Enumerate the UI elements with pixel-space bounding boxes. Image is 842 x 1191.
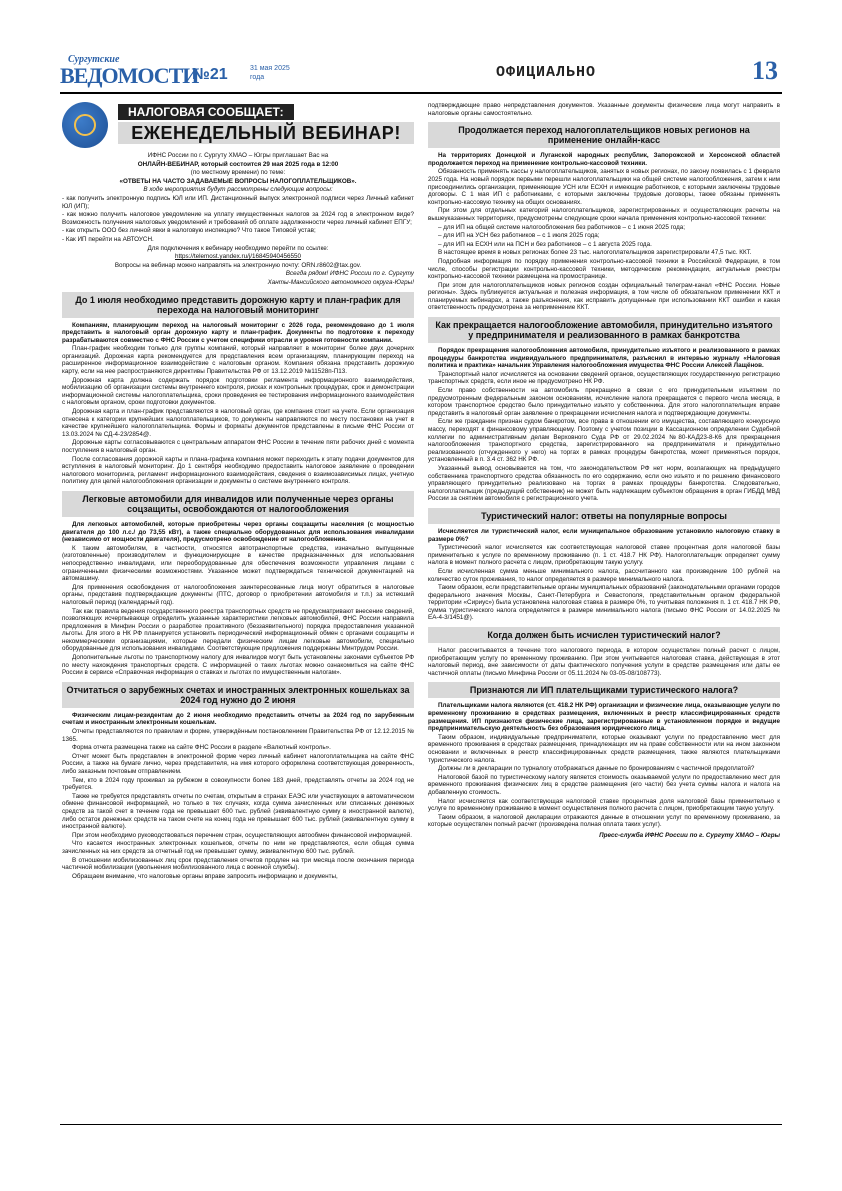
article-paragraph: Таким образом, в налоговой декларации отражаются данные в отношении услуг по временному проживанию, за которые осуществлен полный расчет (произведена полная оплата таких услуг).: [428, 813, 780, 829]
article-paragraph: План-график необходим только для группы компаний, который направляет в мониторинг более двух дочерних организаций. Дорожная карта рекомендуется для представления всем организациям, планирующим переход на расширенное информационное взаимодействие с налоговым органом. Компания обязана представить дорожную карту, если на нее распространяются директивы Правительства РФ от 13.12.2019 №11528п-П13.: [62, 345, 414, 376]
press-signature: Пресс-служба ИФНС России по г. Сургуту ХМАО – Югры: [599, 831, 780, 839]
article-paragraph: Налог исчисляется как соответствующая налоговой ставке процентная доля налоговой базы применительно к услуге по временному проживанию в момент осуществления полного расчета с лицом, приобретающим такую услугу.: [428, 797, 780, 813]
article-heading: Отчитаться о зарубежных счетах и иностранных электронных кошельках за 2024 год нужно до 2 июня: [62, 682, 414, 708]
webinar-question: - как можно получить налоговое уведомление на уплату имущественных налогов за 2024 год в электронном виде? Возможность получения налоговых уведомлений и требований об оплате задолженности через личный кабинет ЕПГУ;: [62, 211, 414, 226]
webinar-question: - как получить электронную подпись ЮЛ или ИП. Дистанционный выпуск электронной подписи через Личный кабинет ЮЛ (ИП);: [62, 194, 414, 210]
right-articles: [428, 122, 780, 829]
article-paragraph: Таким образом, если представительные органы муниципальных образований (законодательными органами городов федерального значения Москвы, Санкт-Петербурга и Севастополя, представительным органом федеральной территории «Сириус») была установлена налоговая ставка в размере 0%, то учитывая положения п. 1 ст. 418.7 НК РФ, сумма туристического налога определяется в размере минимального налога (письмо ФНС России от 14.02.2025 № ЕА-4-3/1451@).: [428, 584, 780, 622]
article-paragraph: Дополнительные льготы по транспортному налогу для инвалидов могут быть установлены законами субъектов РФ по месту нахождения транспортных средств. С информацией о таких льготах можно ознакомиться на сайте ФНС России в сервисе «Справочная информация о ставках и льготах по имущественным налогам».: [62, 654, 414, 677]
article-paragraph: – для ИП на ЕСХН или на ПСН и без работников – с 1 августа 2025 года.: [438, 240, 652, 248]
article-lead: Плательщиками налога являются (ст. 418.2 НК РФ) организации и физические лица, оказывающие услуги по временному проживанию в средствах размещения, включенных в реестр классифицированных средств размещения. ИП признаются физические лица, зарегистрированные в установленном порядке и ведущие предпринимательскую деятельность без образования юридического лица.: [428, 702, 780, 733]
article-paragraph: Указанный вывод основывается на том, что законодательством РФ нет норм, возлагающих на предыдущего собственника транспортного средства обязанность по его содержанию, если оно изъято и по решению финансового управляющего принудительно реализовано на торгах в рамках процедуры банкротства. Следовательно, налогоплательщик (предыдущий собственник) не может быть надлежащим субъектом обращения в орган ГИБДД МВД России за снятием автомобиля с регистрационного учета.: [428, 464, 780, 503]
article-paragraph: Обязанность применять кассы у налогоплательщиков, занятых в новых регионах, по закону появилась с 1 февраля 2025 года. На новый порядок первыми перешли налогоплательщики на общей системе налогообложения, затем к ним присоединились организации, применяющие УСН или ЕСХН и имеющие работников, с которыми заключены трудовые договоры. С 1 мая ИП с работниками, с которыми заключены трудовые договоры, также обязаны применять контрольно-кассовую технику на общих основаниях.: [428, 168, 780, 206]
fns-emblem-icon: [62, 102, 108, 148]
article: [62, 682, 414, 880]
article-paragraph: При этом для налогоплательщиков новых регионов создан официальный телеграм-канал «ФНС России. Новые регионы». Здесь публикуется актуальная и полезная информация, в том числе об обязательном применении ККТ и планируемых вебинарах, а также разъяснения, как исправить допущенные при использовании ККТ ошибки и какая ответственность предусмотрена за неприменение ККТ.: [428, 281, 780, 312]
article-paragraph: Если право собственности на автомобиль прекращено в связи с его принудительным изъятием по предусмотренным федеральным законом основаниям, исчисление налога прекращается с первого числа месяца, в котором транспортное средство было принудительно изъято у собственника. Для этого налогоплательщик вправе представить в налоговый орган заявление о прекращении исчисления налога и подтверждающие документы.: [428, 387, 780, 417]
webinar-question: - как открыть ООО без личной явки в налоговую инспекцию? Что такое Типовой устав;: [62, 227, 316, 235]
article: [428, 317, 780, 503]
article-paragraph: Если исчисленная сумма меньше минимального налога, рассчитанного как произведение 100 рублей на количество суток проживания, то налог определяется в размере минимального налога.: [428, 567, 780, 583]
article: [428, 627, 780, 677]
page-number: 13: [752, 56, 778, 85]
webinar-announcement: [62, 152, 414, 287]
section-title: ОФИЦИАЛЬНО: [496, 64, 597, 81]
article-paragraph: Туристический налог исчисляется как соответствующая налоговой ставке процентная доля налоговой базы применительно к услуге по временному проживанию (п. 1 ст. 418.7 НК РФ). Налогоплательщик определяет сумму налога в момент полного расчета с лицом, приобретающим такую услугу.: [428, 544, 780, 567]
article-paragraph: – для ИП на общей системе налогообложения без работников – с 1 июня 2025 года;: [438, 223, 686, 231]
article-paragraph: Форма отчета размещена также на сайте ФНС России в разделе «Валютный контроль».: [72, 744, 331, 752]
article-paragraph: Так как правила ведения государственного реестра транспортных средств не предусматривают внесение сведений, позволяющих исчерпывающе определить указанные характеристики легковых автомобилей, ФНС России направила предложения в Минфин России о разработке проактивного (беззаявительного) порядка предоставления указанной льготы. Для этого в НК РФ планируется установить периодический информационный обмен с органами соцзащиты и некоммерческими организациями, которые передали физическим лицам легковые автомобили, специально оборудованные для использования инвалидами. Соответствующие предложения поддержаны Минтрудом России.: [62, 607, 414, 653]
webinar-line: В ходе мероприятия будут рассмотрены следующие вопросы:: [143, 186, 333, 194]
article-paragraph: Налог рассчитывается в течение того налогового периода, в котором осуществлен полный расчет с лицом, приобретающим услугу по временному проживанию. При этом учитывается налоговая ставка, действующая в этот налоговый период, вне зависимости от даты фактического получения услуги в средстве размещения или даты ее частичной оплаты (письмо Минфина России от 05.11.2024 № 03-05-08/108773).: [428, 647, 780, 677]
article-paragraph: Подробная информация по порядку применения контрольно-кассовой техники в Российской Федерации, в том числе, способы регистрации контрольно-кассовой техники, методические рекомендации, актуальные реестры контрольно-кассовой техники размещена на промостранице.: [428, 257, 780, 281]
article-paragraph: Отчеты представляются по правилам и форме, утверждённым постановлением Правительства РФ от 12.12.2015 № 1365.: [62, 728, 414, 743]
banner-tag: НАЛОГОВАЯ СООБЩАЕТ:: [118, 104, 294, 120]
article-lead: На территориях Донецкой и Луганской народных республик, Запорожской и Херсонской областей продолжается переход на применение контрольно-кассовой техники.: [428, 152, 780, 167]
article-lead: Компаниям, планирующим переход на налоговый мониторинг с 2026 года, рекомендовано до 1 июля представить в налоговый орган дорожную карту и план-график. Документы по подготовке к переходу разрабатываются совместно с ФНС России с учетом специфики отрасли и уровня готовности компании.: [62, 321, 414, 344]
article-paragraph: Должны ли в декларации по турналогу отображаться данные по бронированиям с частичной предоплатой?: [438, 765, 755, 773]
article-lead: Порядок прекращения налогообложения автомобиля, принудительно изъятого и реализованного в рамках процедуры банкротства индивидуального предпринимателя, разъяснил в интервью журналу «Налоговая политика и практика» начальник Управления налогообложения имущества ФНС России Алексей Лащёнов.: [428, 347, 780, 370]
webinar-email: Вопросы на вебинар можно направлять на электронную почту: ORN.r8602@tax.gov.: [114, 261, 362, 269]
article-paragraph: После согласования дорожной карты и плана-графика компания может переходить к этапу подачи документов для вступления в налоговый мониторинг. До 1 сентября необходимо предоставить налоговое заявление о проведении налогового мониторинга, регламент информационного взаимодействия, сведения о взаимозависимых лицах, учетную политику для целей налогообложения организации и документы о системе внутреннего контроля.: [62, 455, 414, 486]
issue-date: 31 мая 2025 года: [250, 65, 290, 81]
article-heading: Продолжается переход налогоплательщиков новых регионов на применение онлайн-касс: [428, 122, 780, 148]
article-paragraph: К таким автомобилям, в частности, относятся автотранспортные средства, изначально выпущенные (изготовленные) производителем и функционирующие в качестве предназначенных для использования непосредственно инвалидами, или переоборудованные для обеспечения возможности управления лицами с ограниченными физическими возможностями. Указанное может подтверждаться технической документацией на автомашину.: [62, 544, 414, 583]
webinar-topic: «ОТВЕТЫ НА ЧАСТО ЗАДАВАЕМЫЕ ВОПРОСЫ НАЛОГОПЛАТЕЛЬЩИКОВ».: [119, 177, 357, 185]
masthead: [60, 52, 782, 94]
article-paragraph: При этом необходимо руководствоваться перечнем стран, осуществляющих автообмен финансовой информацией.: [72, 831, 412, 839]
article-paragraph: В настоящее время в новых регионах более 23 тыс. налогоплательщиков зарегистрировали 47,5 тыс. ККТ.: [438, 249, 752, 257]
article-heading: Туристический налог: ответы на популярные вопросы: [428, 508, 780, 524]
logo-top-text: Сургутские: [68, 54, 120, 65]
webinar-sign: Всегда рядом! ИФНС России по г. Сургуту: [285, 270, 414, 278]
article-paragraph: – для ИП на УСН без работников – с 1 июля 2025 года;: [438, 232, 600, 240]
footer-rule: [60, 1124, 782, 1125]
article-paragraph: Обращаем внимание, что налоговые органы вправе запросить информацию и документы,: [72, 872, 338, 880]
article-paragraph: Отчет может быть представлен в электронной форме через личный кабинет налогоплательщика на сайте ФНС России, а также на бумаге лично, через представителя, на имя которого оформлена соответствующая доверенность, либо заказным почтовым отправлением.: [62, 752, 414, 775]
article-paragraph: Налоговой базой по туристическому налогу является стоимость оказываемой услуги по предоставлению мест для временного проживания физических лиц в средстве размещения (его части) без учета суммы налога и налога на добавленную стоимость.: [428, 773, 780, 796]
article-paragraph: Дорожные карты согласовываются с центральным аппаратом ФНС России в течение пяти рабочих дней с момента поступления в налоговый орган.: [62, 439, 414, 454]
article-paragraph: Для применения освобождения от налогообложения заинтересованные лица могут обратиться в налоговые органы, представив подтверждающие документы (ПТС, договор о приобретении автомобиля и т.п.) за истекший налоговый период (календарный год).: [62, 583, 414, 606]
webinar-link[interactable]: https://telemost.yandex.ru/j/16845940456550: [174, 253, 302, 261]
article-paragraph: Тем, кто в 2024 году проживал за рубежом в совокупности более 183 дней, представлять отчеты за 2024 год не требуется.: [62, 776, 414, 792]
article-lead: Физическим лицам-резидентам до 2 июня необходимо представить отчеты за 2024 год по зарубежным счетам и иностранным электронным кошелькам.: [62, 711, 414, 727]
article-paragraph: Таким образом, индивидуальные предприниматели, которые оказывают услуги по предоставлению мест для временного проживания в средствах размещения, принадлежащих им на праве собственности или на ином законном основании и включенных в реестр классифицированных средств размещения, также являются плательщиками туристического налога.: [428, 733, 780, 764]
article: [62, 491, 414, 677]
issue-number: №21: [192, 66, 228, 83]
continued-text: подтверждающие право непредставления документов. Указанные документы физические лица могут направить в налоговые органы самостоятельно.: [428, 102, 780, 117]
webinar-line: ОНЛАЙН-ВЕБИНАР, который состоится 29 мая 2025 года в 12:00: [137, 160, 339, 168]
logo-main-text: ВЕДОМОСТИ: [60, 63, 199, 88]
webinar-line: ИФНС России по г. Сургуту ХМАО – Югры приглашает Вас на: [147, 152, 329, 159]
article-heading: До 1 июля необходимо представить дорожную карту и план-график для перехода на налоговый мониторинг: [62, 292, 414, 318]
article-lead: Исчисляется ли туристический налог, если муниципальное образование установило налоговую ставку в размере 0%?: [428, 527, 780, 543]
article: [428, 508, 780, 622]
article: [62, 292, 414, 486]
article: [428, 682, 780, 829]
newspaper-logo: [60, 54, 199, 90]
article-paragraph: Также не требуется представлять отчеты по счетам, открытым в странах ЕАЭС или участвующих в автоматическом обмене финансовой информацией, но только в тех случаях, когда сумма зачисленных или списанных денежных средств за такой счет в течение года не превышает 600 тыс. рублей (эквивалентную сумму в иностранной валюте), либо остаток денежных средств на таком счете на конец года не превышает 600 тыс. рублей (эквивалентную сумму в иностранной валюте).: [62, 792, 414, 831]
article-heading: Легковые автомобили для инвалидов или полученные через органы соцзащиты, освобождаются от налогообложения: [62, 491, 414, 517]
webinar-line: (по местному времени) по теме:: [190, 169, 286, 177]
article-paragraph: Что касается иностранных электронных кошельков, отчеты по ним не представляются, если общая сумма зачисленных на них средств за отчетный год не превышает сумму, эквивалентную 600 тыс. рублей.: [62, 840, 414, 855]
left-column: [62, 102, 414, 881]
banner-title: ЕЖЕНЕДЕЛЬНЫЙ ВЕБИНАР!: [118, 122, 414, 144]
left-articles: [62, 292, 414, 881]
webinar-sign: Ханты-Мансийского автономного округа-Югры!: [267, 278, 414, 286]
article-paragraph: Дорожная карта должна содержать порядок подготовки регламента информационного взаимодействия, мобилизацию об организации системы внутреннего контроля, рисках и контрольных процедурах, срок и демонстрации информационной системы налогоплательщика, сроки проведения ее тестирования информационного взаимодействия с налоговым органом, сроки подготовки документов.: [62, 376, 414, 407]
right-column: [428, 102, 780, 841]
article: [428, 122, 780, 312]
article-paragraph: Дорожная карта и план-график представляются в налоговый орган, где компания стоит на учете. Если организация отнесена к категории крупнейших налогоплательщиков, то документы направляются по месту постановки на учет в качестве крупнейшего налогоплательщика. Формы и форматы документов представлены в письме ФНС России от 13.03.2024 № СД-4-23/2854@.: [62, 408, 414, 438]
webinar-question: - Как ИП перейти на АВТОУСН.: [62, 235, 154, 243]
article-heading: Когда должен быть исчислен туристический налог?: [428, 627, 780, 643]
article-paragraph: Если же гражданин признан судом банкротом, все права в отношении его имущества, составляющего конкурсную массу, переходят к финансовому управляющему. Поэтому с учетом позиции в Кассационном определении Судебной коллегии по административным делам Верховного Суда РФ от 29.02.2024 №80-КАД23-8-К6 для прекращения налогообложения транспортного средства, зарегистрированного на предпринимателя и принудительно реализованного (отчужденного у него) на торгах в рамках процедуры банкротства, может применяться порядок, установленный в п. 3.4 ст. 362 НК РФ.: [428, 418, 780, 464]
article-paragraph: При этом для отдельных категорий налогоплательщиков, зарегистрированных и осуществляющих расчеты на вышеуказанных территориях, предусмотрены следующие сроки начала применения контрольно-кассовой техники:: [428, 207, 780, 222]
article-heading: Признаются ли ИП плательщиками туристического налога?: [428, 682, 780, 698]
tax-banner: [62, 102, 414, 148]
webinar-link-label: Для подключения к вебинару необходимо перейти по ссылке:: [147, 244, 329, 252]
article-lead: Для легковых автомобилей, которые приобретены через органы соцзащиты населения (с мощностью двигателя до 100 л.с./ до 73,55 кВт), а также специально оборудованных для использования инвалидами (независимо от мощности двигателя), предусмотрено освобождение от налогообложения.: [62, 520, 414, 544]
article-heading: Как прекращается налогообложение автомобиля, принудительно изъятого у предпринимателя и реализованного в рамках банкротства: [428, 317, 780, 343]
article-paragraph: Транспортный налог исчисляется на основании сведений органов, осуществляющих государственную регистрацию транспортных средств, если иное не предусмотрено НК РФ.: [428, 370, 780, 386]
article-paragraph: В отношении мобилизованных лиц срок представления отчетов продлен на три месяца после окончания периода частичной мобилизации (увольнения мобилизованного лица с военной службы).: [62, 856, 414, 872]
